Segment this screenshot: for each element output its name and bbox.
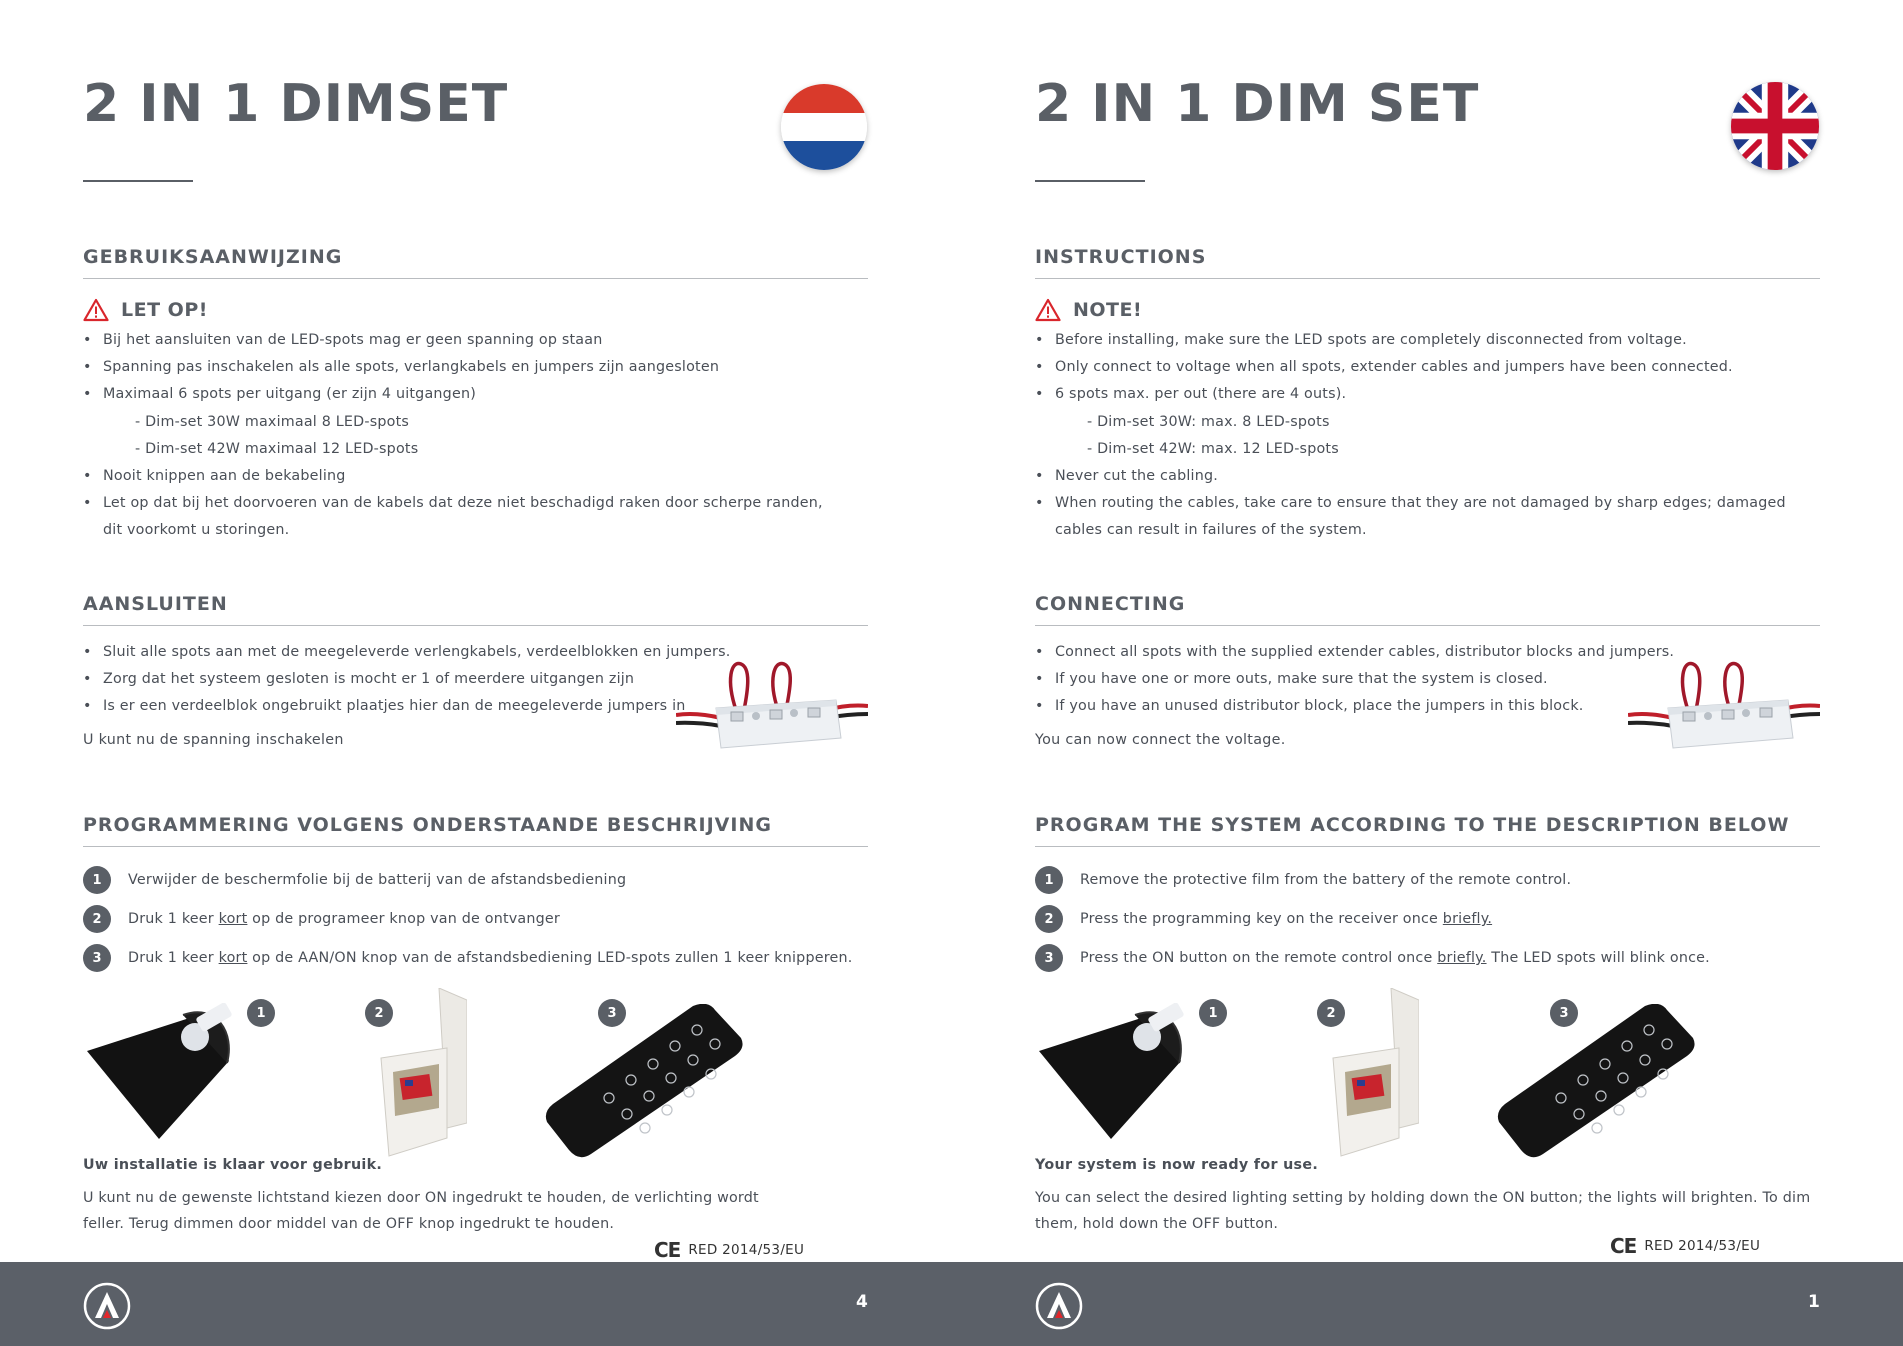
- ready-text: Uw installatie is klaar voor gebruik.: [83, 1157, 383, 1173]
- connecting-list: [83, 639, 731, 721]
- netherlands-flag-icon: [781, 84, 867, 170]
- section-heading-programming: PROGRAMMERING VOLGENS ONDERSTAANDE BESCHRIJVING: [83, 814, 868, 847]
- section-heading-connecting: AANSLUITEN: [83, 593, 868, 626]
- list-item: • Zorg dat het systeem gesloten is mocht er 1 of meerdere uitgangen zijn: [83, 666, 703, 693]
- remote-battery-image: [87, 1003, 237, 1141]
- list-item: • Before installing, make sure the LED spots are completely disconnected from voltage.: [1035, 327, 1820, 354]
- warning-note: [1035, 296, 1142, 324]
- instruction-list: [83, 327, 868, 545]
- remote-battery-image: [1039, 1003, 1189, 1141]
- warning-triangle-icon: [83, 298, 109, 322]
- ce-certification: [654, 1238, 804, 1262]
- list-item: • Sluit alle spots aan met de meegeleverde verlengkabels, verdeelblokken en jumpers.: [83, 639, 703, 666]
- picture-number: 3: [598, 999, 626, 1027]
- warning-label: NOTE!: [1073, 299, 1143, 321]
- step-text: Druk 1 keer kort op de programeer knop van de ontvanger: [128, 911, 560, 927]
- list-item: • 6 spots max. per out (there are 4 outs).: [1035, 381, 1820, 408]
- step-number: 3: [83, 944, 111, 972]
- page-number: 4: [856, 1292, 868, 1312]
- brand-logo-icon: [1035, 1282, 1083, 1330]
- list-subitem: - Dim-set 30W: max. 8 LED-spots: [1087, 413, 1330, 430]
- page-en: [1035, 0, 1820, 1262]
- list-item: • If you have an unused distributor block, place the jumpers in this block.: [1035, 693, 1655, 720]
- connecting-note: You can now connect the voltage.: [1035, 732, 1286, 748]
- step-number: 3: [1035, 944, 1063, 972]
- remote-control-image: [1495, 1004, 1695, 1159]
- step-number: 2: [1035, 905, 1063, 933]
- list-item: • Let op dat bij het doorvoeren van de kabels dat deze niet beschadigd raken door scherpe randen, dit voorkomt u storingen.: [83, 490, 868, 544]
- warning-triangle-icon: [1035, 298, 1061, 322]
- title-underline: [1035, 180, 1145, 182]
- list-item: • Is er een verdeelblok ongebruikt plaatjes hier dan de meegeleverde jumpers in: [83, 693, 703, 720]
- list-subitem: - Dim-set 42W maximaal 12 LED-spots: [135, 440, 419, 457]
- remote-control-image: [543, 1004, 743, 1159]
- step-text: Verwijder de beschermfolie bij de batterij van de afstandsbediening: [128, 872, 627, 888]
- instruction-list: [1035, 327, 1820, 545]
- list-item: • Never cut the cabling.: [1035, 463, 1820, 490]
- step-text: Press the ON button on the remote control once briefly. The LED spots will blink once.: [1080, 950, 1710, 966]
- final-text: You can select the desired lighting setting by holding down the ON button; the lights will brighten. To dim them, hold down the OFF button.: [1035, 1190, 1811, 1232]
- list-item: • Only connect to voltage when all spots, extender cables and jumpers have been connected.: [1035, 354, 1820, 381]
- warning-label: LET OP!: [121, 299, 208, 321]
- section-heading-instructions: INSTRUCTIONS: [1035, 246, 1820, 279]
- page-title: 2 IN 1 DIMSET: [83, 74, 509, 134]
- connecting-note: U kunt nu de spanning inschakelen: [83, 732, 344, 748]
- picture-number: 2: [1317, 999, 1345, 1027]
- receiver-open-image: [1319, 988, 1419, 1158]
- page-nl: [83, 0, 868, 1262]
- ready-text: Your system is now ready for use.: [1035, 1157, 1319, 1173]
- ce-directive: RED 2014/53/EU: [1644, 1238, 1761, 1254]
- step-1: [83, 866, 626, 894]
- step-3: [83, 944, 852, 972]
- picture-number: 2: [365, 999, 393, 1027]
- list-item: • Bij het aansluiten van de LED-spots mag er geen spanning op staan: [83, 327, 868, 354]
- list-item: • If you have one or more outs, make sure that the system is closed.: [1035, 666, 1655, 693]
- footer-bar: [0, 1262, 1903, 1346]
- section-heading-instructions: GEBRUIKSAANWIJZING: [83, 246, 868, 279]
- picture-number: 1: [247, 999, 275, 1027]
- page-number: 1: [1808, 1292, 1820, 1312]
- ce-certification: [1610, 1234, 1760, 1258]
- list-subitem: - Dim-set 30W maximaal 8 LED-spots: [135, 413, 410, 430]
- final-text: U kunt nu de gewenste lichtstand kiezen door ON ingedrukt te houden, de verlichting wordt feller. Terug dimmen door middel van de OFF knop ingedrukt te houden.: [83, 1190, 759, 1232]
- title-underline: [83, 180, 193, 182]
- brand-logo-icon: [83, 1282, 131, 1330]
- step-2: [1035, 905, 1492, 933]
- list-item: • Connect all spots with the supplied extender cables, distributor blocks and jumpers.: [1035, 639, 1655, 666]
- list-item: • Spanning pas inschakelen als alle spots, verlangkabels en jumpers zijn aangesloten: [83, 354, 868, 381]
- step-1: [1035, 866, 1571, 894]
- list-item: • Maximaal 6 spots per uitgang (er zijn 4 uitgangen): [83, 381, 868, 408]
- picture-number: 3: [1550, 999, 1578, 1027]
- section-heading-programming: PROGRAM THE SYSTEM ACCORDING TO THE DESCRIPTION BELOW: [1035, 814, 1820, 847]
- step-text: Remove the protective film from the battery of the remote control.: [1080, 872, 1572, 888]
- connecting-list: [1035, 639, 1675, 721]
- section-heading-connecting: CONNECTING: [1035, 593, 1820, 626]
- step-text: Druk 1 keer kort op de AAN/ON knop van de afstandsbediening LED-spots zullen 1 keer knipperen.: [128, 950, 853, 966]
- list-subitem: - Dim-set 42W: max. 12 LED-spots: [1087, 440, 1339, 457]
- ce-mark: CE: [1610, 1234, 1637, 1258]
- step-number: 1: [1035, 866, 1063, 894]
- receiver-open-image: [367, 988, 467, 1158]
- step-number: 2: [83, 905, 111, 933]
- uk-flag-icon: [1731, 82, 1819, 170]
- ce-directive: RED 2014/53/EU: [688, 1242, 805, 1258]
- step-2: [83, 905, 560, 933]
- list-item: • When routing the cables, take care to ensure that they are not damaged by sharp edges; damaged cables can result in failures of the system.: [1035, 490, 1820, 544]
- list-item: • Nooit knippen aan de bekabeling: [83, 463, 868, 490]
- step-number: 1: [83, 866, 111, 894]
- picture-number: 1: [1199, 999, 1227, 1027]
- step-3: [1035, 944, 1710, 972]
- page-title: 2 IN 1 DIM SET: [1035, 74, 1480, 134]
- step-text: Press the programming key on the receiver once briefly.: [1080, 911, 1493, 927]
- ce-mark: CE: [654, 1238, 681, 1262]
- distributor-block-image: [1628, 660, 1820, 755]
- distributor-block-image: [676, 660, 868, 755]
- warning-note: [83, 296, 208, 324]
